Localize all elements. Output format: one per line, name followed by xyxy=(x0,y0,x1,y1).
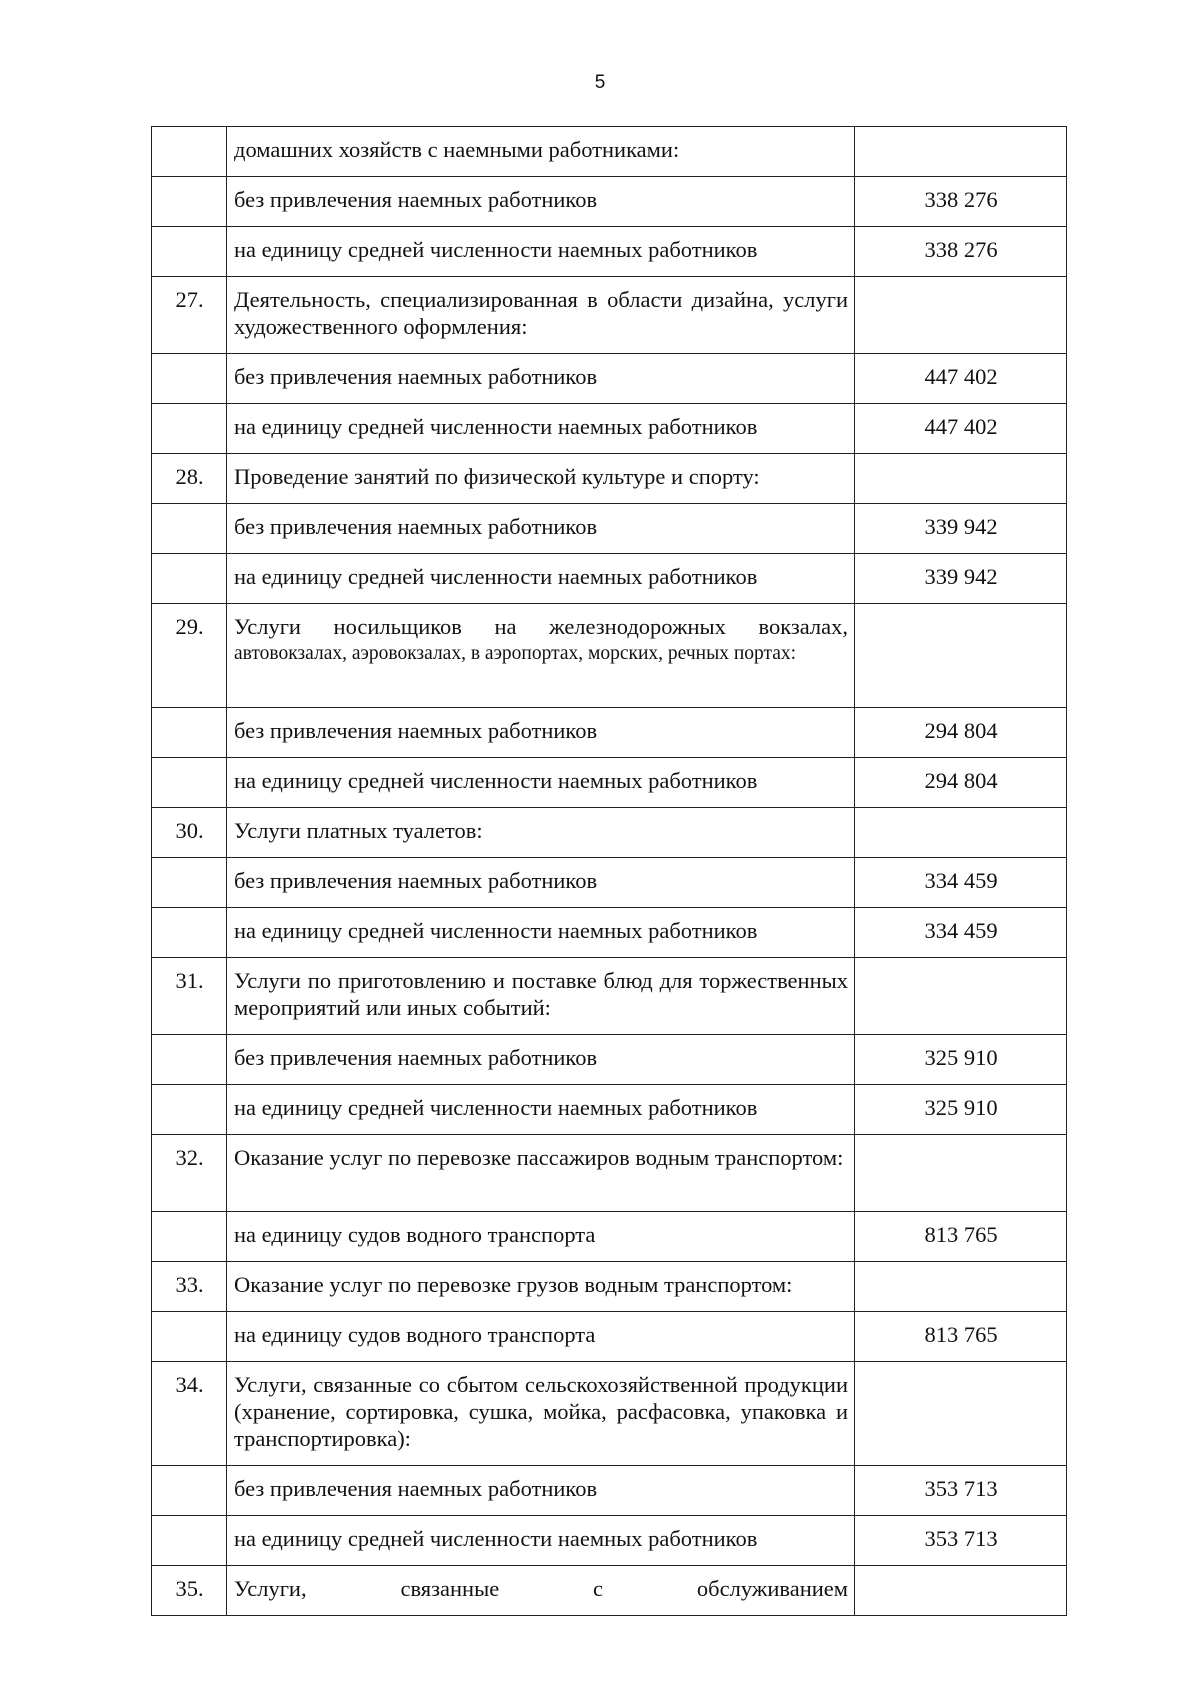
row-number xyxy=(152,177,227,227)
row-number: 34. xyxy=(152,1362,227,1466)
row-description: Проведение занятий по физической культуре и спорту: xyxy=(227,454,855,504)
row-value: 447 402 xyxy=(855,404,1067,454)
row-description: Услуги носильщиков на железнодорожных вокзалах, xyxy=(234,614,848,639)
row-description: без привлечения наемных работников xyxy=(227,504,855,554)
row-value xyxy=(855,1135,1067,1212)
row-value: 294 804 xyxy=(855,758,1067,808)
row-number xyxy=(152,758,227,808)
row-number xyxy=(152,554,227,604)
table-row xyxy=(152,504,1067,554)
row-value: 813 765 xyxy=(855,1212,1067,1262)
row-value: 294 804 xyxy=(855,708,1067,758)
row-number: 27. xyxy=(152,277,227,354)
row-value: 339 942 xyxy=(855,554,1067,604)
table-row xyxy=(152,404,1067,454)
table-row xyxy=(152,604,1067,708)
row-number: 29. xyxy=(152,604,227,708)
row-number: 28. xyxy=(152,454,227,504)
row-number xyxy=(152,858,227,908)
table-row xyxy=(152,958,1067,1035)
row-description: без привлечения наемных работников xyxy=(227,1466,855,1516)
tariff-table xyxy=(151,126,1067,1616)
row-description: без привлечения наемных работников xyxy=(227,177,855,227)
row-value xyxy=(855,958,1067,1035)
table-row xyxy=(152,1466,1067,1516)
row-description: Услуги, связанные с обслуживанием xyxy=(227,1566,855,1616)
row-description: на единицу судов водного транспорта xyxy=(227,1312,855,1362)
row-value: 325 910 xyxy=(855,1085,1067,1135)
row-number: 31. xyxy=(152,958,227,1035)
row-description: на единицу средней численности наемных работников xyxy=(227,758,855,808)
row-number xyxy=(152,1312,227,1362)
row-number xyxy=(152,1212,227,1262)
row-value xyxy=(855,127,1067,177)
row-description: Деятельность, специализированная в области дизайна, услуги художественного оформления: xyxy=(227,277,855,354)
row-description: Услуги по приготовлению и поставке блюд для торжественных мероприятий или иных событий: xyxy=(227,958,855,1035)
page-number: 5 xyxy=(594,72,606,93)
table-row xyxy=(152,177,1067,227)
row-value: 813 765 xyxy=(855,1312,1067,1362)
row-description: на единицу средней численности наемных работников xyxy=(227,404,855,454)
table-row xyxy=(152,454,1067,504)
row-description: без привлечения наемных работников xyxy=(227,708,855,758)
row-description: без привлечения наемных работников xyxy=(227,858,855,908)
row-description: на единицу средней численности наемных работников xyxy=(227,554,855,604)
row-description: на единицу средней численности наемных работников xyxy=(227,1085,855,1135)
table-row xyxy=(152,1566,1067,1616)
table-row xyxy=(152,227,1067,277)
row-value: 338 276 xyxy=(855,227,1067,277)
table-row xyxy=(152,1035,1067,1085)
row-value: 334 459 xyxy=(855,858,1067,908)
row-description: на единицу средней численности наемных работников xyxy=(227,908,855,958)
row-description-continued: автовокзалах, аэровокзалах, в аэропортах, морских, речных портах: xyxy=(234,643,797,664)
row-number xyxy=(152,708,227,758)
table-row xyxy=(152,1262,1067,1312)
table-row xyxy=(152,858,1067,908)
row-description: Услуги, связанные со сбытом сельскохозяйственной продукции (хранение, сортировка, сушка, мойка, расфасовка, упаковка и транспортировка): xyxy=(227,1362,855,1466)
row-value xyxy=(855,1262,1067,1312)
table-row xyxy=(152,908,1067,958)
table-row xyxy=(152,758,1067,808)
table-row xyxy=(152,1516,1067,1566)
row-value xyxy=(855,277,1067,354)
row-description: на единицу судов водного транспорта xyxy=(227,1212,855,1262)
row-value: 339 942 xyxy=(855,504,1067,554)
row-description: Оказание услуг по перевозке пассажиров водным транспортом: xyxy=(227,1135,855,1212)
row-number: 32. xyxy=(152,1135,227,1212)
table-row xyxy=(152,808,1067,858)
row-value xyxy=(855,604,1067,708)
row-number xyxy=(152,1466,227,1516)
row-description: Оказание услуг по перевозке грузов водным транспортом: xyxy=(227,1262,855,1312)
table-row xyxy=(152,277,1067,354)
row-value: 334 459 xyxy=(855,908,1067,958)
row-description: без привлечения наемных работников xyxy=(227,354,855,404)
row-value xyxy=(855,808,1067,858)
row-value xyxy=(855,1362,1067,1466)
row-number xyxy=(152,1085,227,1135)
row-description: на единицу средней численности наемных работников xyxy=(227,227,855,277)
row-value xyxy=(855,1566,1067,1616)
table-row xyxy=(152,1085,1067,1135)
row-value xyxy=(855,454,1067,504)
row-number: 35. xyxy=(152,1566,227,1616)
row-number xyxy=(152,354,227,404)
row-description: домашних хозяйств с наемными работниками: xyxy=(227,127,855,177)
table-row xyxy=(152,554,1067,604)
table-row xyxy=(152,1212,1067,1262)
row-number xyxy=(152,504,227,554)
row-number xyxy=(152,1035,227,1085)
table-row xyxy=(152,1362,1067,1466)
row-value: 338 276 xyxy=(855,177,1067,227)
row-number: 30. xyxy=(152,808,227,858)
row-number xyxy=(152,404,227,454)
row-number: 33. xyxy=(152,1262,227,1312)
table-row xyxy=(152,354,1067,404)
row-description-cell xyxy=(227,604,855,708)
row-value: 353 713 xyxy=(855,1466,1067,1516)
table-row xyxy=(152,127,1067,177)
row-value: 353 713 xyxy=(855,1516,1067,1566)
table-row xyxy=(152,1135,1067,1212)
row-value: 325 910 xyxy=(855,1035,1067,1085)
table-row xyxy=(152,708,1067,758)
row-description: Услуги платных туалетов: xyxy=(227,808,855,858)
row-number xyxy=(152,908,227,958)
row-number xyxy=(152,227,227,277)
row-value: 447 402 xyxy=(855,354,1067,404)
row-number xyxy=(152,127,227,177)
row-description: без привлечения наемных работников xyxy=(227,1035,855,1085)
row-number xyxy=(152,1516,227,1566)
table-row xyxy=(152,1312,1067,1362)
row-description: на единицу средней численности наемных работников xyxy=(227,1516,855,1566)
